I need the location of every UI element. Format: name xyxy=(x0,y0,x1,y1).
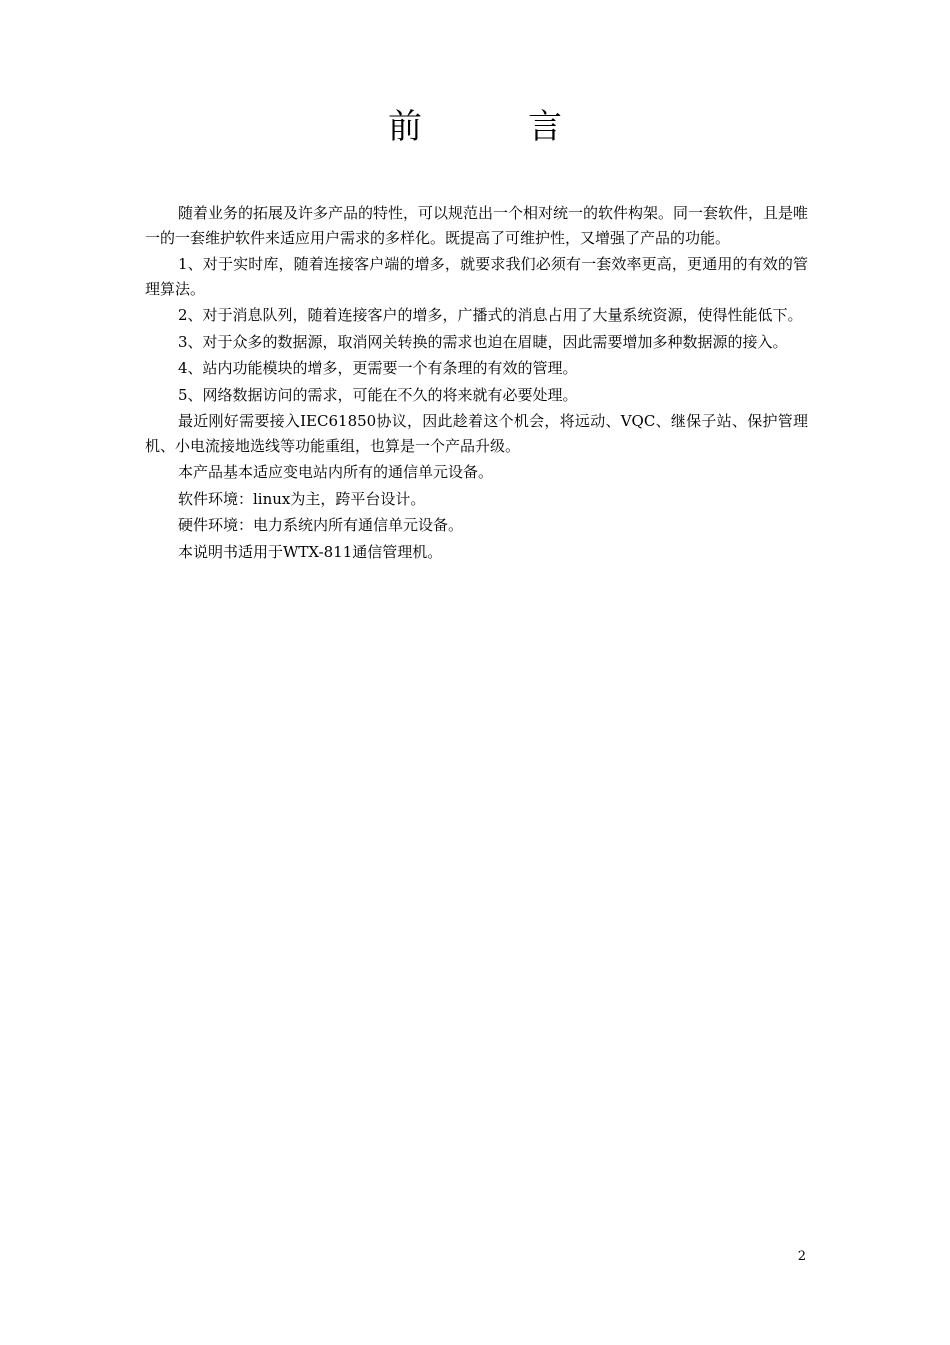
paragraph-item-4: 4、站内功能模块的增多，更需要一个有条理的有效的管理。 xyxy=(178,359,578,377)
page-title: 前 言 xyxy=(388,107,598,147)
body-text xyxy=(145,201,808,566)
paragraph-scope: 本产品基本适应变电站内所有的通信单元设备。 xyxy=(178,463,494,481)
paragraph-item-2: 2、对于消息队列，随着连接客户的增多，广播式的消息占用了大量系统资源，使得性能低下。 xyxy=(178,306,803,324)
page-number: 2 xyxy=(797,1249,806,1264)
paragraph-intro: 随着业务的拓展及许多产品的特性，可以规范出一个相对统一的软件构架。同一套软件，且是唯一的一套维护软件来适应用户需求的多样化。既提高了可维护性，又增强了产品的功能。 xyxy=(145,204,809,247)
paragraph-iec61850: 最近刚好需要接入IEC61850协议，因此趁着这个机会，将远动、VQC、继保子站、保护管理机、小电流接地选线等功能重组，也算是一个产品升级。 xyxy=(145,412,808,455)
paragraph-item-5: 5、网络数据访问的需求，可能在不久的将来就有必要处理。 xyxy=(178,385,578,404)
paragraph-applicability: 本说明书适用于WTX-811通信管理机。 xyxy=(178,542,443,561)
paragraph-software-env: 软件环境：linux为主，跨平台设计。 xyxy=(178,489,426,508)
paragraph-item-1: 1、对于实时库，随着连接客户端的增多，就要求我们必须有一套效率更高，更通用的有效的管理算法。 xyxy=(145,255,808,298)
paragraph-item-3: 3、对于众多的数据源，取消网关转换的需求也迫在眉睫，因此需要增加多种数据源的接入。 xyxy=(178,332,788,351)
paragraph-hardware-env: 硬件环境：电力系统内所有通信单元设备。 xyxy=(178,516,464,534)
